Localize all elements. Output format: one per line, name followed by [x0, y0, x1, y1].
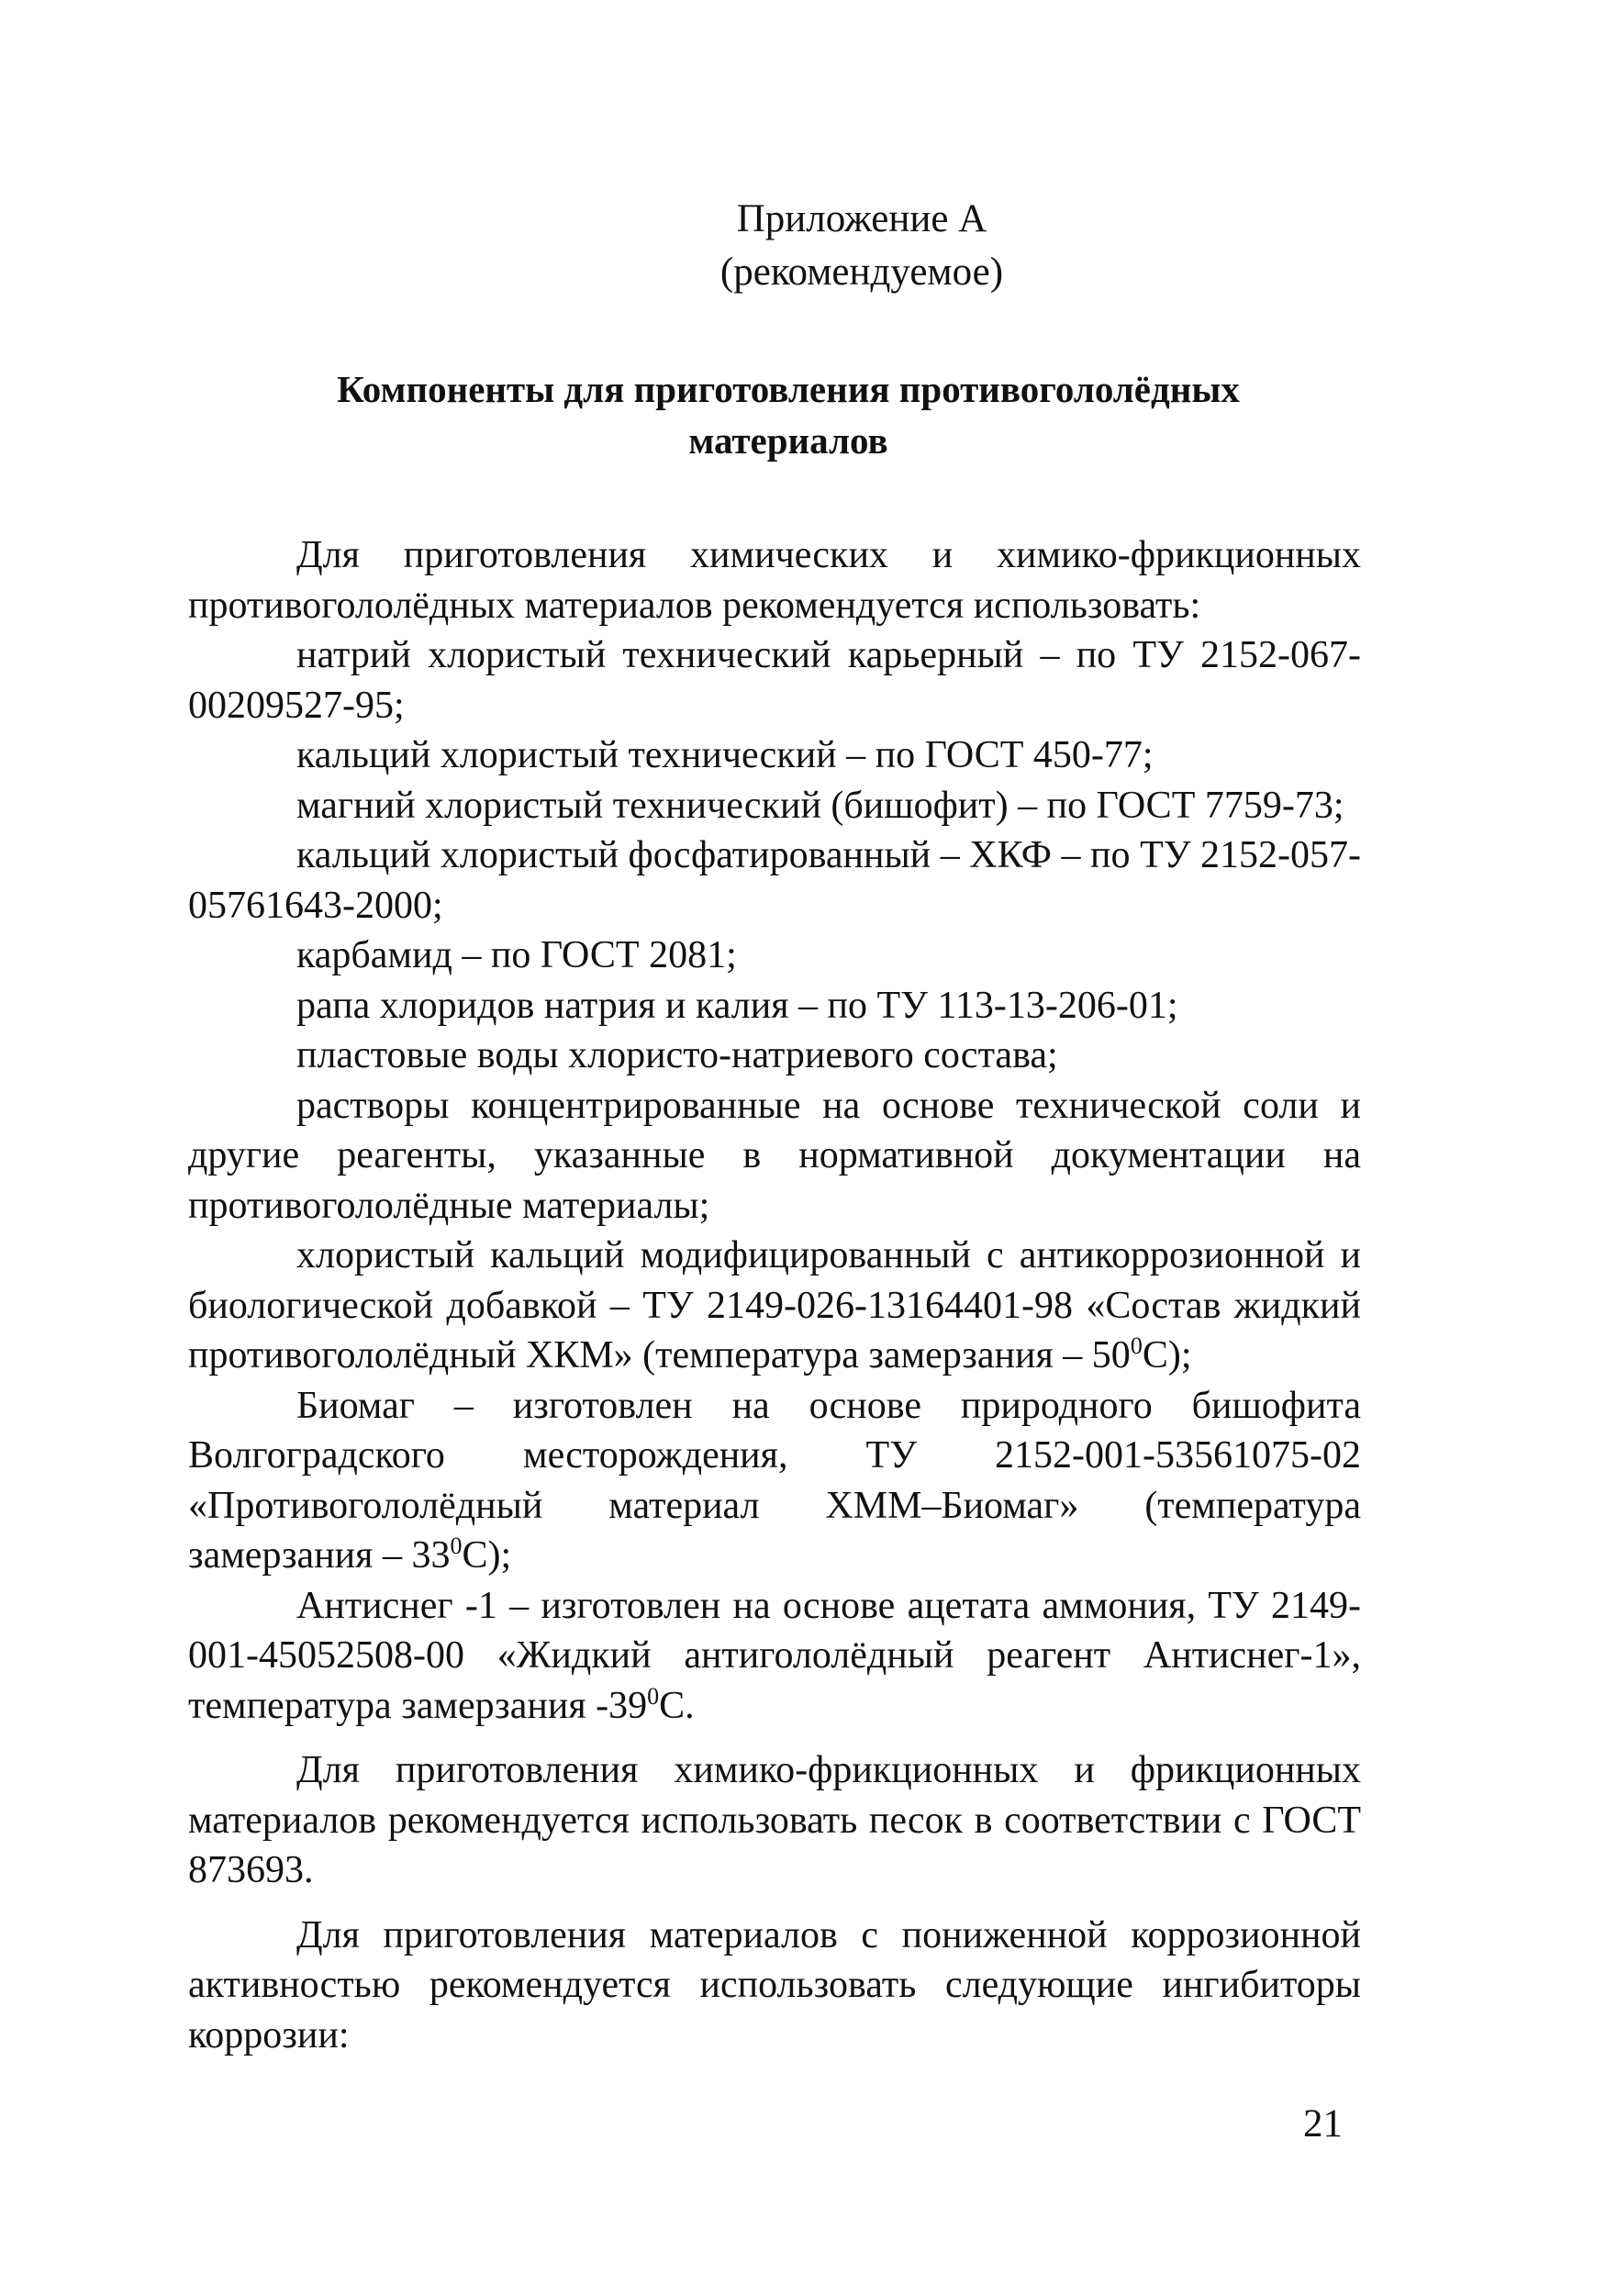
- list-item-carbamide: карбамид – по ГОСТ 2081;: [296, 934, 737, 976]
- list-item-biomag: [188, 1381, 1361, 1581]
- degree-sign: 0: [1130, 1332, 1143, 1359]
- list-item-formation-water: пластовые воды хлористо-натриевого состава;: [296, 1034, 1058, 1076]
- appendix-heading: [362, 193, 1361, 299]
- list-item-antisneg: [188, 1581, 1361, 1732]
- list-item-brine: рапа хлоридов натрия и калия – по ТУ 113-13-206-01;: [296, 984, 1178, 1027]
- text-segment: хлористый кальций модифицированный с антикоррозионной и биологической добавкой – ТУ 2149-026-13164401-98 «Состав жидкий противогололёдный ХКМ» (температура замерзания – 50: [188, 1234, 1361, 1376]
- list-item-concentrated-solutions: растворы концентрированные на основе технической соли и другие реагенты, указанные в нормативной документации на противогололёдные материалы;: [188, 1084, 1361, 1227]
- list-item-calcium-chloride-phosphated: кальций хлористый фосфатированный – ХКФ – по ТУ 2152-057-05761643-2000;: [188, 834, 1361, 927]
- document-body: [188, 530, 1361, 2060]
- list-item-magnesium-chloride: магний хлористый технический (бишофит) – по ГОСТ 7759-73;: [296, 784, 1344, 827]
- appendix-label: Приложение А: [736, 197, 987, 240]
- section-title-line-2: материалов: [688, 419, 888, 462]
- list-item-calcium-chloride: кальций хлористый технический – по ГОСТ 450-77;: [296, 734, 1154, 776]
- page-number: 21: [1303, 2102, 1343, 2146]
- text-segment: С);: [462, 1534, 512, 1577]
- list-item-modified-calcium-chloride: [188, 1231, 1361, 1381]
- paragraph-intro: Для приготовления химических и химико-фрикционных противогололёдных материалов рекомендуется использовать:: [188, 534, 1361, 627]
- degree-sign: 0: [450, 1533, 463, 1559]
- section-title-line-1: Компоненты для приготовления противогололёдных: [337, 368, 1240, 410]
- document-page: [188, 193, 1361, 2060]
- appendix-status: (рекомендуемое): [719, 251, 1004, 294]
- text-segment: С);: [1142, 1334, 1192, 1376]
- text-segment: С.: [659, 1684, 695, 1727]
- text-segment: Антиснег -1 – изготовлен на основе ацетата аммония, ТУ 2149-001-45052508-00 «Жидкий антигололёдный реагент Антиснег-1», температура замерзания -39: [188, 1584, 1361, 1727]
- degree-sign: 0: [647, 1682, 660, 1710]
- paragraph-sand: Для приготовления химико-фрикционных и фрикционных материалов рекомендуется использовать песок в соответствии с ГОСТ 873693.: [188, 1749, 1361, 1891]
- section-title: [188, 363, 1361, 466]
- text-segment: Биомаг – изготовлен на основе природного бишофита Волгоградского месторождения, ТУ 2152-001-53561075-02 «Противогололёдный материал ХММ–Биомаг» (температура замерзания – 33: [188, 1384, 1361, 1577]
- paragraph-inhibitors: Для приготовления материалов с пониженной коррозионной активностью рекомендуется использовать следующие ингибиторы коррозии:: [188, 1913, 1361, 2056]
- list-item-sodium-chloride: натрий хлористый технический карьерный – по ТУ 2152-067-00209527-95;: [188, 634, 1361, 727]
